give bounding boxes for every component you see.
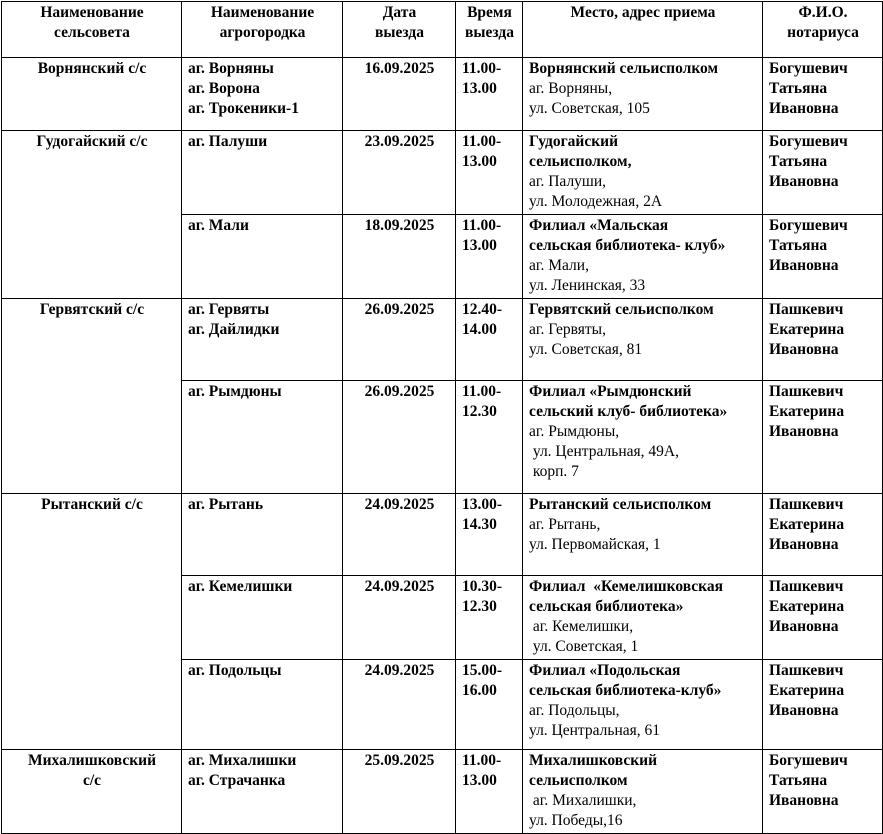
notary-name-line: Ивановна [769,341,839,358]
place-name: Гудогайский [529,133,619,150]
departure-date: 24.09.2025 [343,660,456,750]
header-line: Ф.И.О. [798,4,848,21]
agrotown-name: аг. Рымдюны [188,383,282,400]
time-line: 11.00- [462,383,502,400]
header-town [182,2,343,58]
council-name [2,299,182,494]
reception-place [523,576,763,660]
council-name-line: Михалишковский [27,752,157,769]
notary-name [763,299,883,381]
departure-time [456,215,523,299]
departure-time [456,58,523,131]
header-line: Наименование [40,4,144,21]
place-address: ул. Центральная, 61 [529,722,661,739]
time-line: 12.40- [462,301,503,318]
place-address: аг. Кемелишки, [529,618,634,635]
place-address: ул. Победы,16 [529,812,623,829]
agrotown-cell [182,576,343,660]
departure-date: 26.09.2025 [343,299,456,381]
header-line: выезда [465,24,514,41]
notary-name-line: Ивановна [769,423,839,440]
departure-time [456,576,523,660]
header-notary [763,2,883,58]
place-address: аг. Рытань, [529,516,601,533]
time-line: 16.00 [462,682,497,699]
notary-name [763,576,883,660]
time-line: 13.00 [462,237,497,254]
place-address: аг. Палуши, [529,173,607,190]
time-line: 13.00- [462,496,503,513]
agrotown-cell [182,131,343,215]
notary-name-line: Пашкевич [769,383,844,400]
place-name: Филиал «Мальская [529,217,669,234]
table-row [2,58,883,131]
time-line: 15.00- [462,662,503,679]
notary-name-line: Ивановна [769,100,839,117]
notary-name-line: Екатерина [769,598,845,615]
place-name: сельская библиотека- клуб» [529,237,726,254]
time-line: 11.00- [462,60,502,77]
header-line: Дата [382,4,417,21]
place-address: корп. 7 [529,463,579,480]
agrotown-name: аг. Ворона [188,80,260,97]
place-address: аг. Рымдюны, [529,423,620,440]
reception-place [523,299,763,381]
time-line: 14.00 [462,321,497,338]
time-line: 13.00 [462,772,497,789]
time-line: 11.00- [462,217,502,234]
reception-place [523,58,763,131]
council-name-line: с/с [82,772,102,789]
notary-name-line: Пашкевич [769,578,844,595]
time-line: 13.00 [462,153,497,170]
agrotown-name: аг. Ворняны [188,60,274,77]
place-address: ул. Молодежная, 2А [529,193,663,210]
notary-name [763,494,883,576]
header-date [343,2,456,58]
departure-date: 16.09.2025 [343,58,456,131]
header-row [2,2,883,58]
place-name: Филиал «Кемелишковская [529,578,723,595]
time-line: 12.30 [462,598,497,615]
departure-time [456,660,523,750]
notary-name-line: Пашкевич [769,301,844,318]
place-address: ул. Ленинская, 33 [529,277,646,294]
place-name: Ворнянский сельисполком [529,60,719,77]
notary-name-line: Ивановна [769,792,839,809]
reception-place [523,131,763,215]
council-name-line: Гервятский с/с [39,301,145,318]
departure-time [456,131,523,215]
notary-name [763,58,883,131]
agrotown-name: аг. Мали [188,217,249,234]
council-name [2,494,182,750]
council-name-line: Ворнянский с/с [37,60,147,77]
departure-time [456,381,523,494]
notary-name-line: Ивановна [769,257,839,274]
notary-name-line: Ивановна [769,173,839,190]
agrotown-cell [182,660,343,750]
notary-name-line: Татьяна [769,772,828,789]
place-name: сельисполком, [529,153,632,170]
notary-name-line: Ивановна [769,702,839,719]
header-time [456,2,523,58]
header-line: Наименование [210,4,315,21]
notary-name [763,381,883,494]
table-row [2,299,883,381]
place-address: ул. Советская, 1 [529,638,639,655]
table-row [2,494,883,576]
council-name [2,58,182,131]
place-address: аг. Мали, [529,257,589,274]
departure-date: 24.09.2025 [343,576,456,660]
notary-name [763,215,883,299]
agrotown-name: аг. Рытань [188,496,264,513]
agrotown-cell [182,494,343,576]
place-name: Гервятский сельисполком [529,301,714,318]
header-place [523,2,763,58]
notary-name-line: Екатерина [769,403,845,420]
place-address: аг. Подольцы, [529,702,620,719]
reception-place [523,381,763,494]
departure-time [456,494,523,576]
table-row [2,750,883,834]
header-line: агрогородка [219,24,306,41]
header-line: Время [467,4,512,21]
place-name: Рытанский сельисполком [529,496,712,513]
reception-place [523,494,763,576]
council-name [2,750,182,834]
agrotown-cell [182,215,343,299]
schedule-table [1,1,883,834]
time-line: 11.00- [462,133,502,150]
place-address: аг. Гервяты, [529,321,606,338]
place-address: ул. Советская, 81 [529,341,643,358]
time-line: 12.30 [462,403,497,420]
departure-time [456,750,523,834]
notary-name-line: Татьяна [769,237,828,254]
time-line: 11.00- [462,752,502,769]
notary-name [763,660,883,750]
notary-name-line: Ивановна [769,618,839,635]
place-name: сельский клуб- библиотека» [529,403,728,420]
place-address: ул. Советская, 105 [529,100,650,117]
place-name: Михалишковский [529,752,658,769]
departure-date: 25.09.2025 [343,750,456,834]
reception-place [523,660,763,750]
agrotown-name: аг. Страчанка [188,772,286,789]
header-council [2,2,182,58]
agrotown-name: аг. Подольцы [188,662,282,679]
council-name-line: Гудогайский с/с [36,133,148,150]
notary-name-line: Ивановна [769,536,839,553]
notary-name [763,131,883,215]
header-line: нотариуса [787,24,859,41]
agrotown-cell [182,381,343,494]
departure-date: 18.09.2025 [343,215,456,299]
reception-place [523,215,763,299]
agrotown-cell [182,750,343,834]
agrotown-name: аг. Палуши [188,133,268,150]
agrotown-name: аг. Дайлидки [188,321,280,338]
header-line: выезда [375,24,424,41]
notary-name-line: Екатерина [769,321,845,338]
agrotown-name: аг. Кемелишки [188,578,293,595]
schedule-body [2,58,883,834]
place-name: сельская библиотека-клуб» [529,682,722,699]
notary-name-line: Екатерина [769,516,845,533]
place-name: сельисполком [529,772,628,789]
council-name [2,131,182,299]
place-address: ул. Центральная, 49А, [529,443,679,460]
place-name: Филиал «Рымдюнский [529,383,692,400]
notary-name-line: Богушевич [769,217,848,234]
header-line: Место, адрес приема [570,4,716,21]
place-address: аг. Ворняны, [529,80,613,97]
time-line: 10.30- [462,578,503,595]
notary-name [763,750,883,834]
notary-name-line: Татьяна [769,80,828,97]
agrotown-name: аг. Трокеники-1 [188,100,299,117]
table-row [2,131,883,215]
notary-name-line: Татьяна [769,153,828,170]
notary-name-line: Екатерина [769,682,845,699]
reception-place [523,750,763,834]
departure-date: 23.09.2025 [343,131,456,215]
departure-date: 24.09.2025 [343,494,456,576]
agrotown-name: аг. Гервяты [188,301,270,318]
notary-name-line: Богушевич [769,60,848,77]
time-line: 14.30 [462,516,497,533]
departure-time [456,299,523,381]
place-name: Филиал «Подольская [529,662,681,679]
notary-name-line: Богушевич [769,133,848,150]
time-line: 13.00 [462,80,497,97]
council-name-line: Рытанский с/с [41,496,143,513]
notary-name-line: Пашкевич [769,662,844,679]
agrotown-cell [182,299,343,381]
header-line: сельсовета [54,24,130,41]
agrotown-cell [182,58,343,131]
notary-name-line: Пашкевич [769,496,844,513]
agrotown-name: аг. Михалишки [188,752,297,769]
place-name: сельская библиотека» [529,598,684,615]
place-address: аг. Михалишки, [529,792,637,809]
place-address: ул. Первомайская, 1 [529,536,661,553]
departure-date: 26.09.2025 [343,381,456,494]
notary-name-line: Богушевич [769,752,848,769]
